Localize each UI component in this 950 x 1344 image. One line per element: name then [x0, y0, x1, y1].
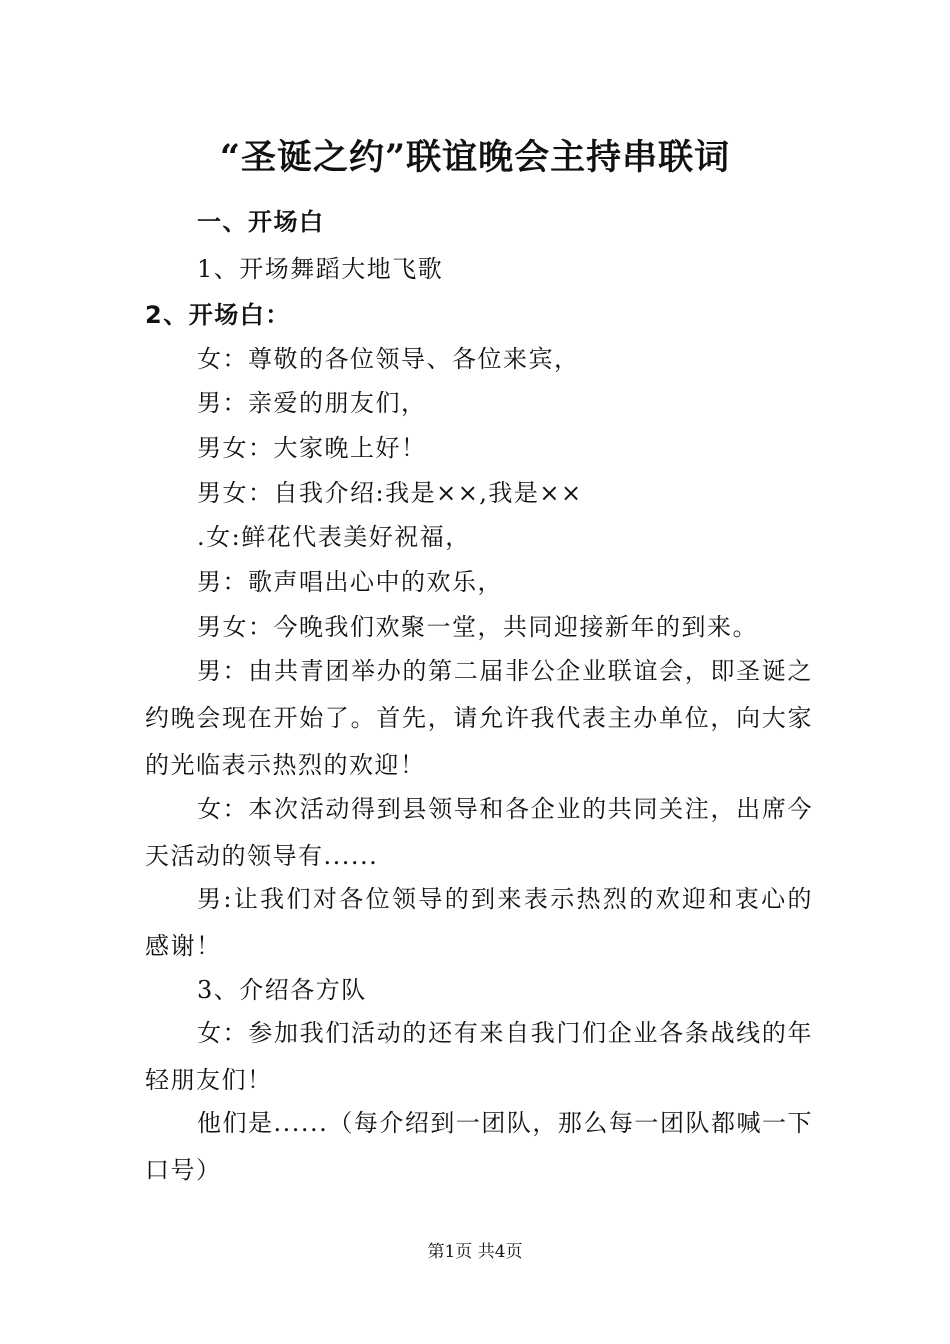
dialogue-line: 男：亲爱的朋友们， [197, 389, 427, 417]
dialogue-line: 男女：今晚我们欢聚一堂，共同迎接新年的到来。 [197, 613, 758, 641]
list-item: 3、介绍各方队 [197, 976, 367, 1004]
dialogue-paragraph: 女：参加我们活动的还有来自我门们企业各条战线的年轻朋友们！ [145, 1019, 813, 1094]
dialogue-line: 男女：自我介绍:我是××,我是×× [197, 479, 583, 507]
page-title: “圣诞之约”联谊晚会主持串联词 [219, 137, 731, 178]
dialogue-paragraph: 男:让我们对各位领导的到来表示热烈的欢迎和衷心的感谢！ [145, 885, 813, 960]
dialogue-line: 女：尊敬的各位领导、各位来宾， [197, 345, 580, 373]
subsection-heading: 2、开场白： [145, 301, 291, 329]
dialogue-line: 男女：大家晚上好！ [197, 434, 427, 462]
dialogue-paragraph: 他们是......（每介绍到一团队，那么每一团队都喊一下口号） [145, 1109, 813, 1184]
dialogue-paragraph: 男：由共青团举办的第二届非公企业联谊会，即圣诞之约晚会现在开始了。首先，请允许我代表主办单位，向大家的光临表示热烈的欢迎！ [145, 657, 813, 779]
list-item: 1、开场舞蹈大地飞歌 [197, 255, 444, 283]
section-heading: 一、开场白 [197, 208, 325, 236]
dialogue-paragraph: 女：本次活动得到县领导和各企业的共同关注，出席今天活动的领导有...... [145, 795, 813, 870]
page-footer: 第1页 共4页 [427, 1242, 523, 1262]
dialogue-line: .女:鲜花代表美好祝福， [197, 523, 471, 551]
dialogue-line: 男：歌声唱出心中的欢乐， [197, 568, 503, 596]
